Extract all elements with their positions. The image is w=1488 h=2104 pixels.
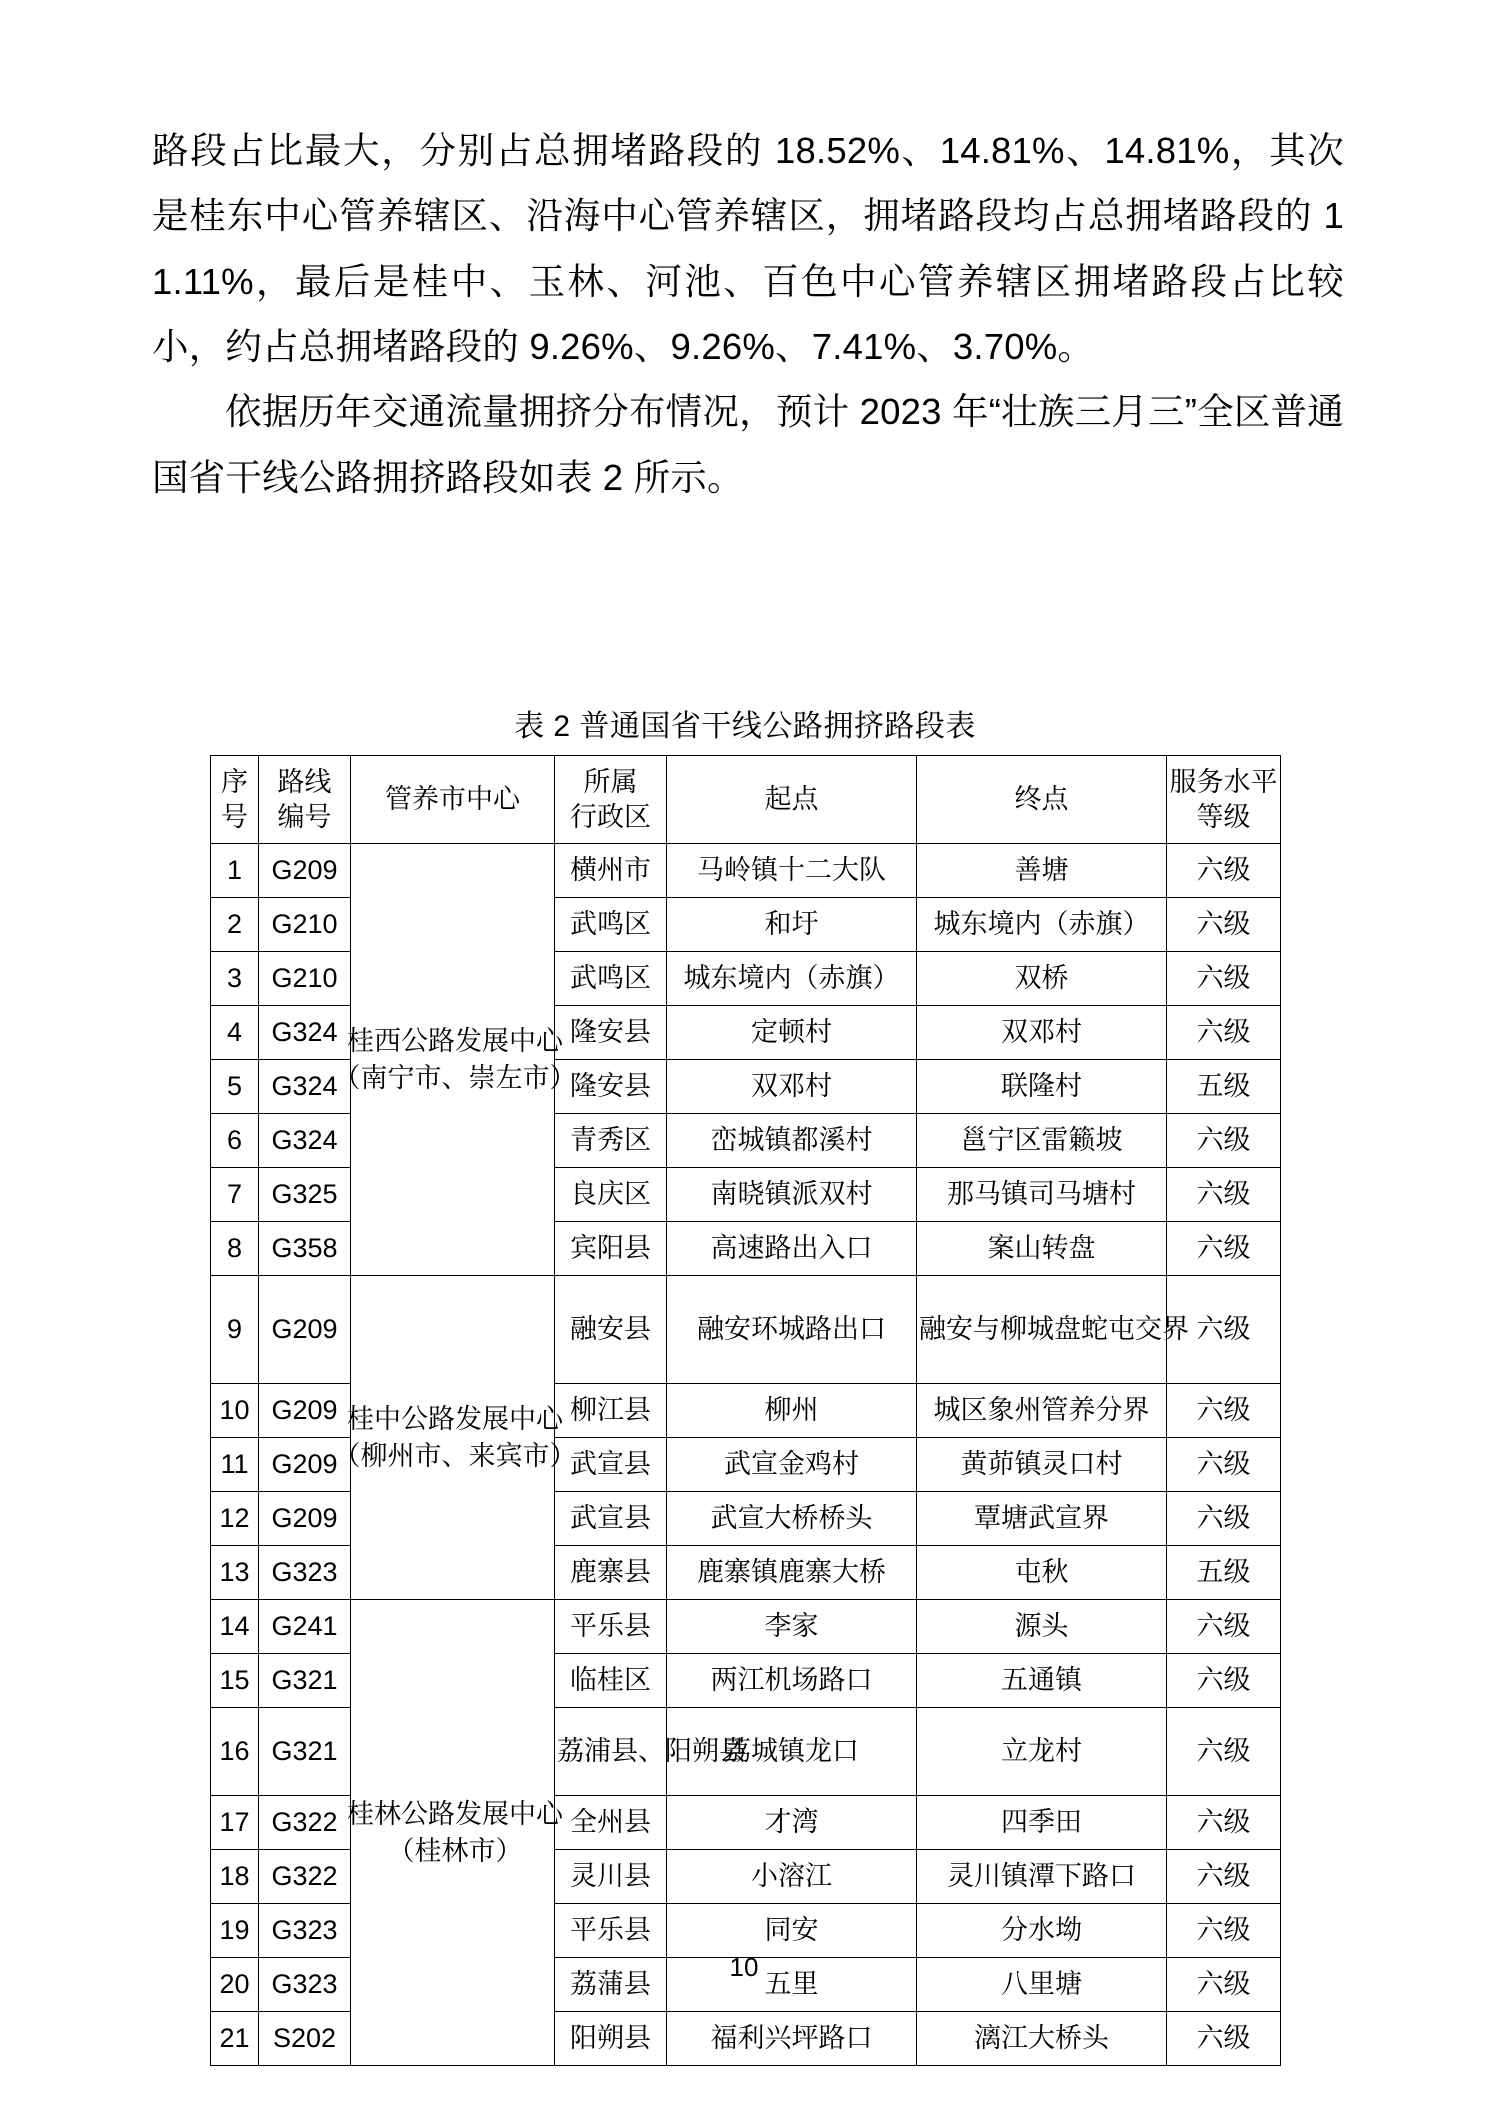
cell-start: 福利兴坪路口 [667, 2012, 917, 2066]
col-header-center: 管养市中心 [351, 756, 555, 844]
cell-start: 城东境内（赤旗） [667, 952, 917, 1006]
cell-end: 融安与柳城盘蛇屯交界 [917, 1276, 1167, 1384]
cell-admin: 全州县 [555, 1796, 667, 1850]
col-header-route [259, 756, 351, 844]
cell-end: 漓江大桥头 [917, 2012, 1167, 2066]
col-header-end: 终点 [917, 756, 1167, 844]
congested-road-sections-table [210, 755, 1281, 2066]
table-header [211, 756, 1281, 844]
cell-level: 六级 [1167, 1850, 1281, 1904]
col-header-level-line1: 服务水平 [1169, 766, 1278, 797]
cell-level: 六级 [1167, 1904, 1281, 1958]
cell-start: 融安环城路出口 [667, 1276, 917, 1384]
table-row [211, 1276, 1281, 1384]
col-header-level [1167, 756, 1281, 844]
cell-end: 覃塘武宣界 [917, 1492, 1167, 1546]
cell-end: 城东境内（赤旗） [917, 898, 1167, 952]
col-header-level-line2: 等级 [1196, 801, 1251, 832]
cell-start: 五里 [667, 1958, 917, 2012]
cell-seq: 1 [211, 844, 259, 898]
cell-start: 柳州 [667, 1384, 917, 1438]
cell-level: 六级 [1167, 1492, 1281, 1546]
cell-center [333, 844, 577, 1276]
cell-route: G210 [259, 898, 351, 952]
cell-admin: 临桂区 [555, 1654, 667, 1708]
paragraph-2: 依据历年交通流量拥挤分布情况，预计 2023 年“壮族三月三”全区普通国省干线公路拥挤路段如表 2 所示。 [152, 391, 1344, 498]
cell-center-line1: 桂西公路发展中心 [347, 1026, 563, 1057]
cell-admin: 隆安县 [555, 1006, 667, 1060]
cell-level: 六级 [1167, 1168, 1281, 1222]
cell-seq: 8 [211, 1222, 259, 1276]
cell-level: 六级 [1167, 1114, 1281, 1168]
cell-route: G209 [259, 1384, 351, 1438]
table-row [211, 1600, 1281, 1654]
cell-center-line1: 桂中公路发展中心 [347, 1404, 563, 1435]
cell-start: 同安 [667, 1904, 917, 1958]
cell-start: 两江机场路口 [667, 1654, 917, 1708]
cell-seq: 14 [211, 1600, 259, 1654]
cell-seq: 2 [211, 898, 259, 952]
cell-end: 源头 [917, 1600, 1167, 1654]
cell-route: G325 [259, 1168, 351, 1222]
cell-level: 六级 [1167, 1276, 1281, 1384]
col-header-admin-line1: 所属 [583, 766, 638, 797]
cell-start: 峦城镇都溪村 [667, 1114, 917, 1168]
cell-route: G321 [259, 1708, 351, 1796]
col-header-route-line2: 编号 [277, 801, 332, 832]
cell-start: 高速路出入口 [667, 1222, 917, 1276]
cell-start: 鹿寨镇鹿寨大桥 [667, 1546, 917, 1600]
cell-seq: 16 [211, 1708, 259, 1796]
cell-seq: 7 [211, 1168, 259, 1222]
cell-end: 双邓村 [917, 1006, 1167, 1060]
cell-route: G209 [259, 1492, 351, 1546]
cell-end: 八里塘 [917, 1958, 1167, 2012]
table-caption: 表 2 普通国省干线公路拥挤路段表 [514, 710, 976, 743]
cell-end: 立龙村 [917, 1708, 1167, 1796]
table-body [211, 844, 1281, 2066]
cell-seq: 15 [211, 1654, 259, 1708]
cell-route: G323 [259, 1904, 351, 1958]
cell-seq: 11 [211, 1438, 259, 1492]
cell-seq: 6 [211, 1114, 259, 1168]
cell-seq: 4 [211, 1006, 259, 1060]
cell-route: G209 [259, 1276, 351, 1384]
cell-level: 六级 [1167, 1006, 1281, 1060]
cell-admin: 青秀区 [555, 1114, 667, 1168]
col-header-start: 起点 [667, 756, 917, 844]
cell-level: 六级 [1167, 1958, 1281, 2012]
cell-end: 邕宁区雷籁坡 [917, 1114, 1167, 1168]
cell-route: G209 [259, 1438, 351, 1492]
cell-seq: 17 [211, 1796, 259, 1850]
cell-admin: 良庆区 [555, 1168, 667, 1222]
cell-level: 六级 [1167, 952, 1281, 1006]
cell-end: 四季田 [917, 1796, 1167, 1850]
cell-center-line2: （南宁市、崇左市） [333, 1062, 577, 1093]
col-header-admin [555, 756, 667, 844]
cell-admin: 武鸣区 [555, 952, 667, 1006]
cell-level: 五级 [1167, 1546, 1281, 1600]
cell-start: 南晓镇派双村 [667, 1168, 917, 1222]
table-header-row [211, 756, 1281, 844]
cell-seq: 10 [211, 1384, 259, 1438]
cell-center [347, 1600, 563, 2066]
cell-center [333, 1276, 577, 1600]
cell-admin: 宾阳县 [555, 1222, 667, 1276]
page-body [152, 118, 1344, 510]
cell-start: 武宣金鸡村 [667, 1438, 917, 1492]
cell-admin: 阳朔县 [555, 2012, 667, 2066]
cell-level: 六级 [1167, 1222, 1281, 1276]
cell-start: 马岭镇十二大队 [667, 844, 917, 898]
cell-end: 善塘 [917, 844, 1167, 898]
cell-end: 屯秋 [917, 1546, 1167, 1600]
cell-level: 六级 [1167, 1600, 1281, 1654]
cell-end: 灵川镇潭下路口 [917, 1850, 1167, 1904]
cell-admin: 鹿寨县 [555, 1546, 667, 1600]
cell-route: G321 [259, 1654, 351, 1708]
cell-seq: 20 [211, 1958, 259, 2012]
cell-end: 联隆村 [917, 1060, 1167, 1114]
cell-admin: 灵川县 [555, 1850, 667, 1904]
cell-route: G358 [259, 1222, 351, 1276]
col-header-route-line1: 路线 [277, 766, 332, 797]
page-number: 10 [729, 1952, 759, 1982]
cell-admin: 横州市 [555, 844, 667, 898]
cell-level: 六级 [1167, 1384, 1281, 1438]
cell-level: 六级 [1167, 1708, 1281, 1796]
cell-route: G324 [259, 1114, 351, 1168]
cell-start: 才湾 [667, 1796, 917, 1850]
cell-end: 案山转盘 [917, 1222, 1167, 1276]
cell-seq: 18 [211, 1850, 259, 1904]
cell-end: 分水坳 [917, 1904, 1167, 1958]
cell-admin: 荔蒲县 [555, 1958, 667, 2012]
cell-route: G209 [259, 844, 351, 898]
cell-admin: 隆安县 [555, 1060, 667, 1114]
cell-route: G324 [259, 1006, 351, 1060]
cell-level: 六级 [1167, 1796, 1281, 1850]
paragraph-1: 路段占比最大，分别占总拥堵路段的 18.52%、14.81%、14.81%，其次是桂东中心管养辖区、沿海中心管养辖区，拥堵路段均占总拥堵路段的 11.11%，最后是桂中、玉林、河池、百色中心管养辖区拥堵路段占比较小，约占总拥堵路段的 9.26%、9.26%、7.41%、3.70%。 [152, 130, 1344, 367]
table-section [210, 682, 1280, 2066]
cell-admin: 融安县 [555, 1276, 667, 1384]
cell-end: 那马镇司马塘村 [917, 1168, 1167, 1222]
cell-end: 黄茆镇灵口村 [917, 1438, 1167, 1492]
col-header-seq-line2: 号 [221, 801, 248, 832]
cell-start: 荔城镇龙口 [667, 1708, 917, 1796]
cell-route: G210 [259, 952, 351, 1006]
cell-admin: 平乐县 [555, 1600, 667, 1654]
col-header-admin-line2: 行政区 [570, 801, 651, 832]
cell-admin: 武宣县 [555, 1438, 667, 1492]
cell-route: G241 [259, 1600, 351, 1654]
cell-seq: 9 [211, 1276, 259, 1384]
cell-admin: 平乐县 [555, 1904, 667, 1958]
cell-seq: 19 [211, 1904, 259, 1958]
cell-center-line2: （柳州市、来宾市） [333, 1440, 577, 1471]
cell-start: 小溶江 [667, 1850, 917, 1904]
cell-route: G322 [259, 1796, 351, 1850]
cell-admin: 荔浦县、阳朔县 [555, 1708, 667, 1796]
cell-center-line2: （桂林市） [387, 1835, 523, 1866]
cell-start: 双邓村 [667, 1060, 917, 1114]
cell-level: 六级 [1167, 1654, 1281, 1708]
cell-seq: 21 [211, 2012, 259, 2066]
cell-admin: 柳江县 [555, 1384, 667, 1438]
cell-end: 城区象州管养分界 [917, 1384, 1167, 1438]
cell-start: 和圩 [667, 898, 917, 952]
cell-end: 双桥 [917, 952, 1167, 1006]
cell-start: 李家 [667, 1600, 917, 1654]
cell-seq: 13 [211, 1546, 259, 1600]
cell-seq: 5 [211, 1060, 259, 1114]
cell-level: 六级 [1167, 1438, 1281, 1492]
cell-center-line1: 桂林公路发展中心 [347, 1799, 563, 1830]
col-header-seq-line1: 序 [221, 766, 248, 797]
cell-route: G323 [259, 1958, 351, 2012]
cell-start: 武宣大桥桥头 [667, 1492, 917, 1546]
cell-seq: 12 [211, 1492, 259, 1546]
cell-admin: 武鸣区 [555, 898, 667, 952]
cell-route: G323 [259, 1546, 351, 1600]
col-header-seq [211, 756, 259, 844]
cell-admin: 武宣县 [555, 1492, 667, 1546]
cell-level: 六级 [1167, 844, 1281, 898]
cell-route: S202 [259, 2012, 351, 2066]
cell-level: 五级 [1167, 1060, 1281, 1114]
cell-seq: 3 [211, 952, 259, 1006]
cell-start: 定顿村 [667, 1006, 917, 1060]
table-row [211, 844, 1281, 898]
cell-level: 六级 [1167, 2012, 1281, 2066]
cell-route: G324 [259, 1060, 351, 1114]
cell-end: 五通镇 [917, 1654, 1167, 1708]
cell-level: 六级 [1167, 898, 1281, 952]
cell-route: G322 [259, 1850, 351, 1904]
